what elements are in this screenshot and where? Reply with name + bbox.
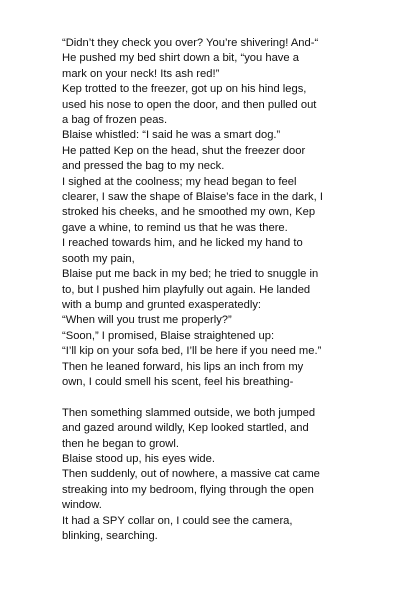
text-line: He pushed my bed shirt down a bit, “you have a — [62, 52, 299, 65]
text-line: to, but I pushed him playfully out again. He landed — [62, 283, 311, 296]
text-line: Blaise stood up, his eyes wide. — [62, 452, 215, 465]
text-line: “When will you trust me properly?” — [62, 314, 232, 327]
text-line: own, I could smell his scent, feel his breathing- — [62, 375, 294, 388]
text-line: Then suddenly, out of nowhere, a massive cat came — [62, 468, 320, 481]
text-line: then he began to growl. — [62, 437, 179, 450]
text-line: Then something slammed outside, we both jumped — [62, 406, 316, 419]
text-line: “Soon,” I promised, Blaise straightened up: — [62, 329, 275, 342]
text-line: I reached towards him, and he licked my hand to — [62, 237, 303, 250]
text-line: and pressed the bag to my neck. — [62, 160, 225, 173]
text-line: mark on your neck! Its ash red!” — [62, 67, 220, 80]
text-line: stroked his cheeks, and he smoothed my own, Kep — [62, 206, 316, 219]
text-line: sooth my pain, — [62, 252, 135, 265]
text-line: gave a whine, to remind us that he was there. — [62, 221, 288, 234]
text-line: “I’ll kip on your sofa bed, I’ll be here if you need me.” — [62, 345, 322, 358]
text-line: Kep trotted to the freezer, got up on his hind legs, — [62, 83, 307, 96]
paragraph-gap — [62, 390, 382, 405]
text-line: I sighed at the coolness; my head began to feel — [62, 175, 297, 188]
story-text — [62, 36, 382, 544]
text-line: and gazed around wildly, Kep looked startled, and — [62, 422, 309, 435]
text-line: Then he leaned forward, his lips an inch from my — [62, 360, 304, 373]
text-line: It had a SPY collar on, I could see the camera, — [62, 514, 293, 527]
text-line: Blaise put me back in my bed; he tried to snuggle in — [62, 268, 319, 281]
text-line: Blaise whistled: “I said he was a smart dog.” — [62, 129, 281, 142]
text-line: He patted Kep on the head, shut the freezer door — [62, 144, 306, 157]
text-line: with a bump and grunted exasperatedly: — [62, 298, 262, 311]
text-line: a bag of frozen peas. — [62, 114, 168, 127]
text-line: “Didn’t they check you over? You’re shivering! And-“ — [62, 37, 319, 49]
text-line: blinking, searching. — [62, 529, 158, 542]
text-line: clearer, I saw the shape of Blaise’s face in the dark, I — [62, 191, 323, 204]
text-line: streaking into my bedroom, flying through the open — [62, 483, 314, 496]
text-line: window. — [62, 499, 102, 512]
text-line: used his nose to open the door, and then pulled out — [62, 98, 317, 111]
